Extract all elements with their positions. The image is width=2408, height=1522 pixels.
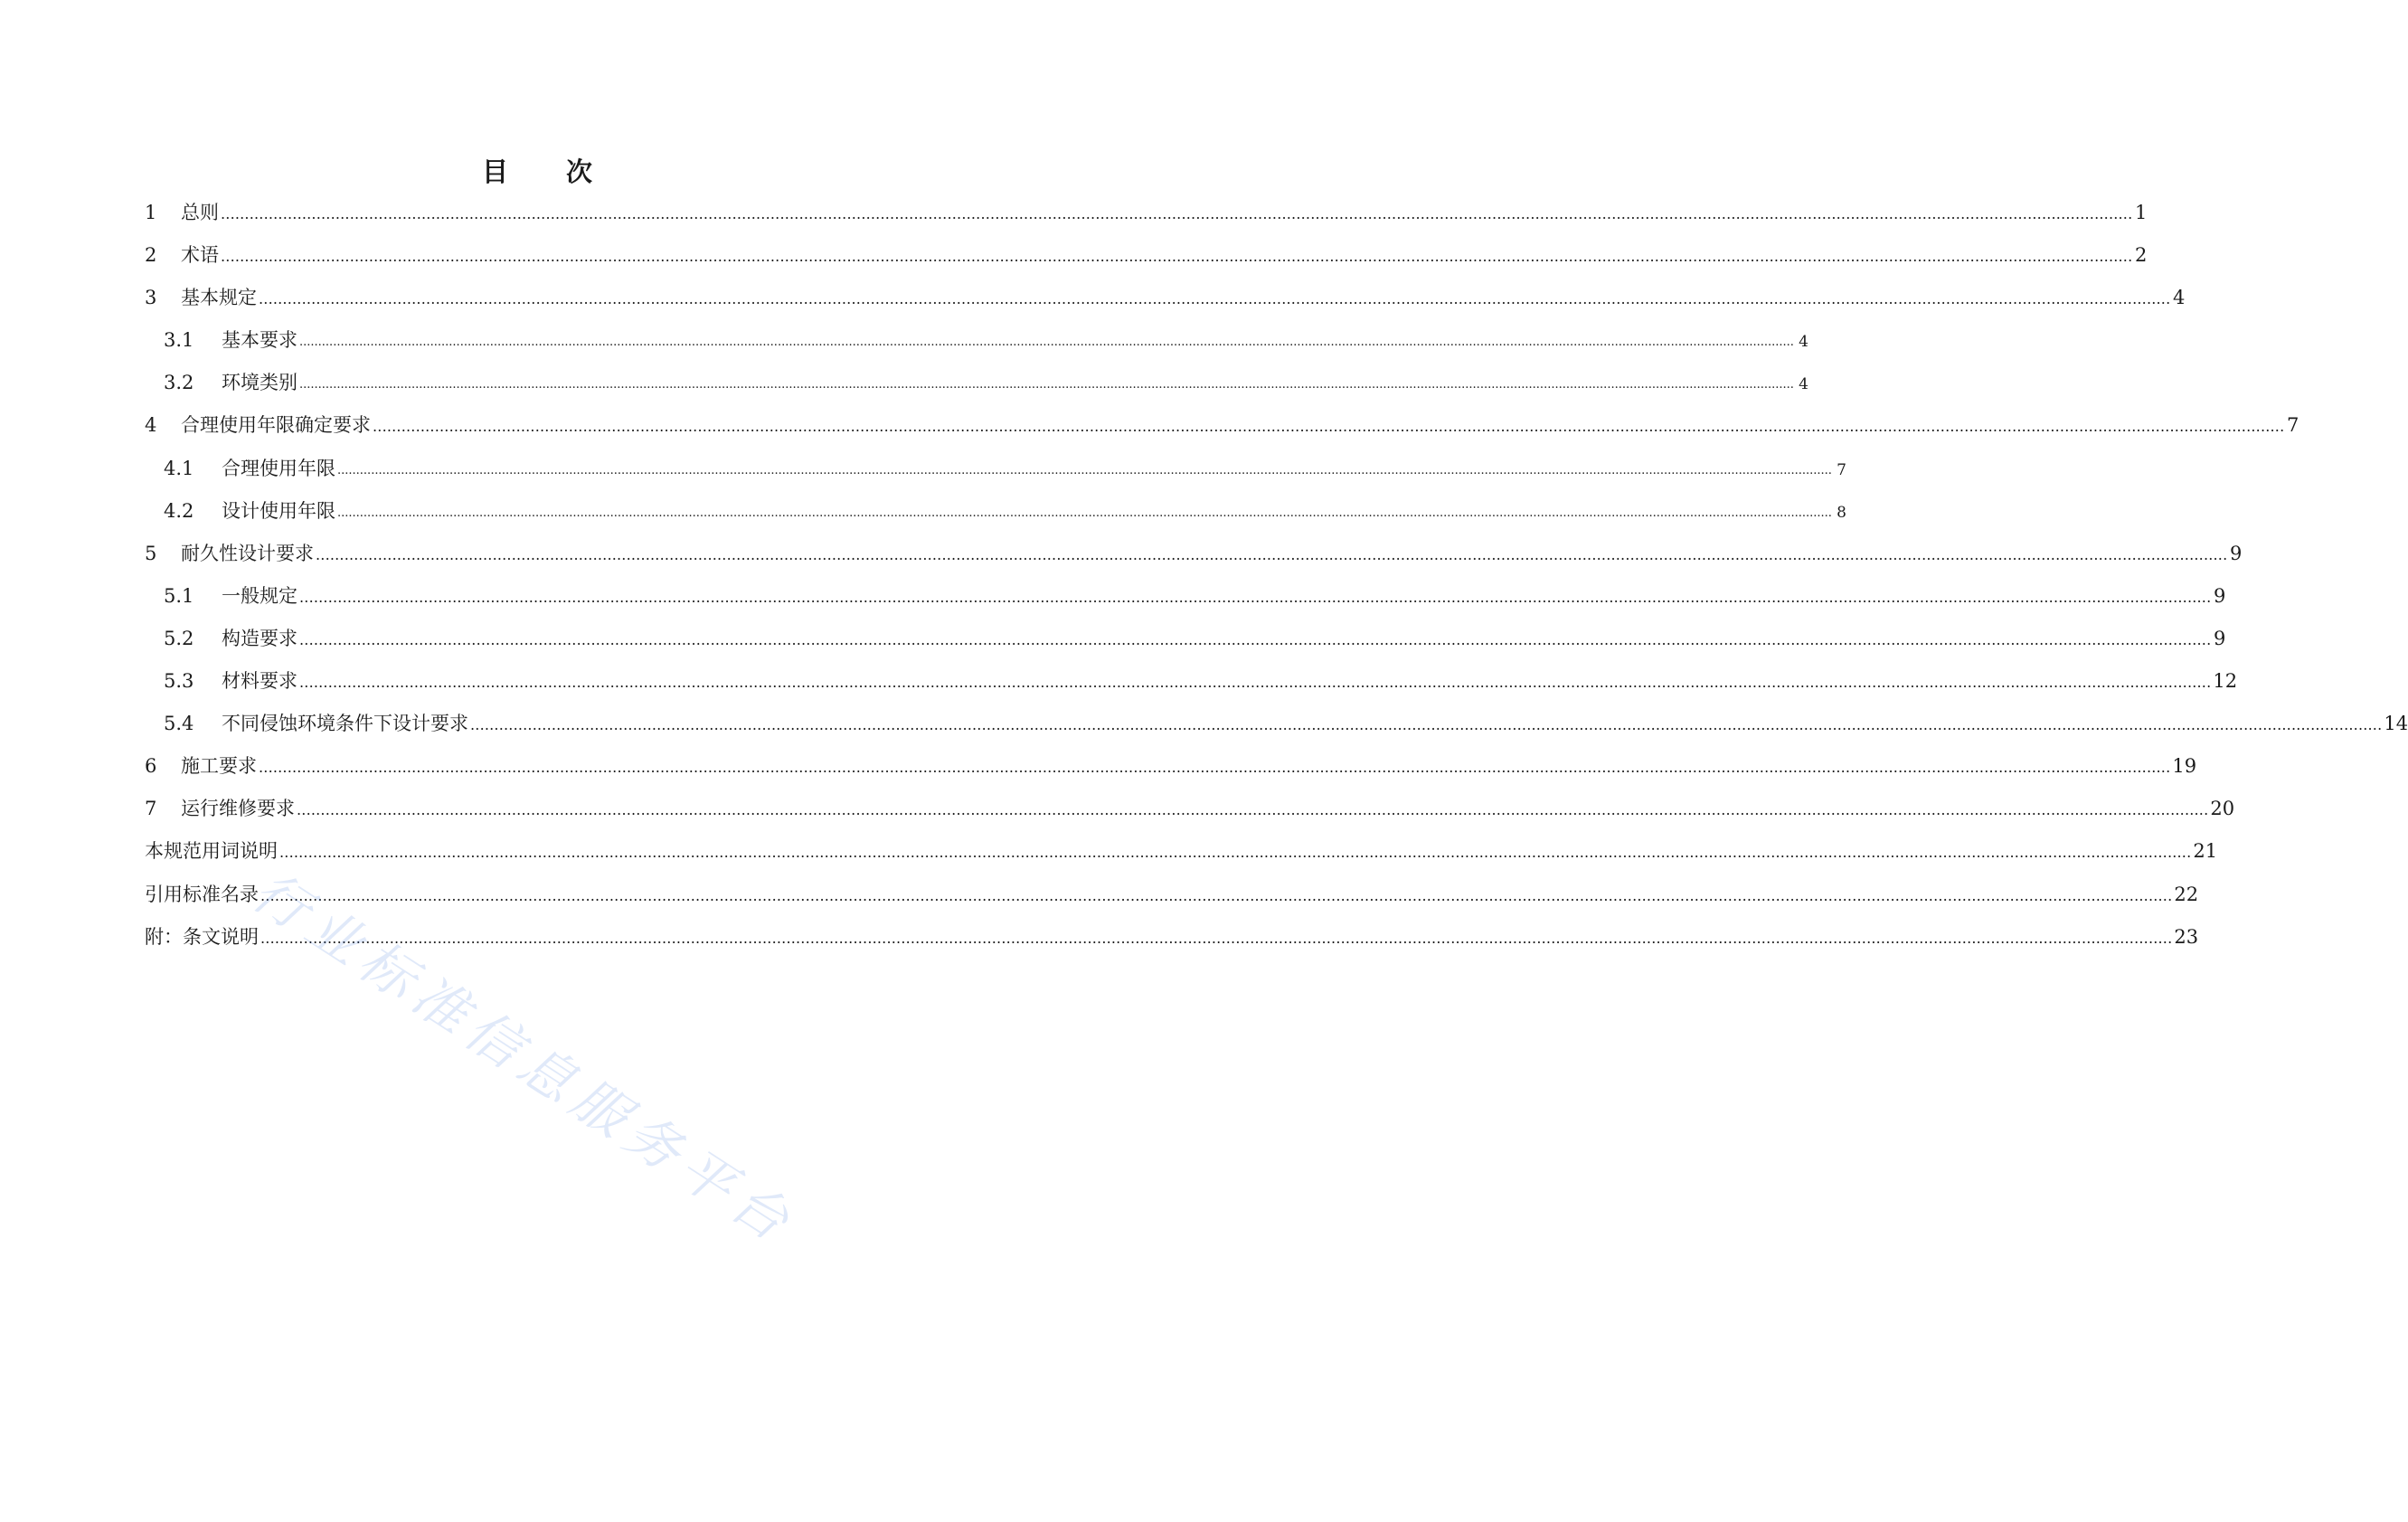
toc-entry-label: 耐久性设计要求 <box>181 542 314 564</box>
dot-leader: ................................................................................................................................................................................................................................................................................................................................................................................................................ <box>373 418 2285 436</box>
toc-entry[interactable] <box>145 754 2197 797</box>
toc-entry-number: 7 <box>145 798 157 820</box>
toc-entry-page: 4 <box>2173 287 2186 309</box>
dot-leader: ................................................................................................................................................................................................................................................................................................................................................................................................................ <box>297 801 2209 819</box>
toc-entry-page: 23 <box>2174 925 2199 948</box>
toc-entry-label: 本规范用词说明 <box>145 840 278 863</box>
toc-entry[interactable] <box>145 243 2148 286</box>
toc-entry[interactable] <box>145 286 2186 328</box>
title-part-2: 次 <box>566 156 595 187</box>
toc-entry-label: 不同侵蚀环境条件下设计要求 <box>222 713 468 735</box>
toc-entry-page: 21 <box>2193 840 2218 863</box>
dot-leader: ................................................................................................................................................................................................................................................................................................................................................................................................................ <box>260 929 2173 947</box>
table-of-contents <box>145 201 2408 968</box>
toc-entry[interactable] <box>145 371 1808 413</box>
toc-entry[interactable] <box>145 499 1846 542</box>
toc-entry-number: 5.1 <box>164 584 194 607</box>
toc-entry-page: 9 <box>2214 627 2226 649</box>
dot-leader: ................................................................................................................................................................................................................................................................................................................................................................................................................ <box>299 378 1794 392</box>
dot-leader: ................................................................................................................................................................................................................................................................................................................................................................................................................ <box>259 290 2171 308</box>
toc-entry-number: 5 <box>145 542 157 564</box>
toc-entry-label: 构造要求 <box>222 627 297 649</box>
toc-entry[interactable] <box>145 413 2299 456</box>
toc-entry[interactable] <box>145 712 2408 754</box>
dot-leader: ................................................................................................................................................................................................................................................................................................................................................................................................................ <box>299 588 2212 606</box>
toc-entry-page: 20 <box>2210 798 2235 820</box>
toc-entry-page: 19 <box>2172 755 2197 778</box>
toc-entry-number: 5.2 <box>164 627 194 649</box>
dot-leader: ................................................................................................................................................................................................................................................................................................................................................................................................................ <box>337 463 1832 477</box>
dot-leader: ................................................................................................................................................................................................................................................................................................................................................................................................................ <box>221 248 2133 266</box>
toc-entry-page: 1 <box>2135 202 2148 223</box>
toc-entry-label: 基本要求 <box>222 329 297 352</box>
dot-leader: ................................................................................................................................................................................................................................................................................................................................................................................................................ <box>260 886 2173 904</box>
toc-entry-label: 基本规定 <box>181 287 257 309</box>
toc-entry[interactable] <box>145 839 2218 882</box>
toc-entry-page: 4 <box>1799 333 1808 352</box>
dot-leader: ................................................................................................................................................................................................................................................................................................................................................................................................................ <box>470 716 2383 734</box>
toc-entry[interactable] <box>145 584 2226 627</box>
toc-entry-number: 5.4 <box>164 713 194 735</box>
toc-entry-page: 8 <box>1837 503 1846 522</box>
toc-entry-page: 2 <box>2135 244 2148 267</box>
toc-entry-page: 12 <box>2213 670 2238 693</box>
toc-entry-number: 3.2 <box>164 372 194 394</box>
toc-entry-number: 4 <box>145 414 157 437</box>
toc-entry-label: 设计使用年限 <box>222 499 335 522</box>
dot-leader: ................................................................................................................................................................................................................................................................................................................................................................................................................ <box>279 844 2192 862</box>
toc-entry-label: 引用标准名录 <box>145 883 259 905</box>
watermark-text: 行业标准信息服务平台 <box>241 859 807 1258</box>
toc-entry[interactable] <box>145 201 2148 243</box>
toc-entry-page: 7 <box>1837 460 1846 479</box>
dot-leader: ................................................................................................................................................................................................................................................................................................................................................................................................................ <box>299 630 2212 648</box>
toc-entry-page: 9 <box>2230 542 2243 564</box>
toc-entry-number: 3 <box>145 287 157 309</box>
toc-entry-label: 施工要求 <box>181 755 257 778</box>
toc-entry-label: 运行维修要求 <box>181 798 295 820</box>
toc-entry-page: 9 <box>2214 584 2226 607</box>
dot-leader: ................................................................................................................................................................................................................................................................................................................................................................................................................ <box>221 205 2133 222</box>
toc-entry[interactable] <box>145 925 2199 968</box>
toc-entry-label: 总则 <box>181 202 219 223</box>
toc-entry-page: 7 <box>2287 414 2299 437</box>
title-part-1: 目 <box>481 156 510 187</box>
toc-entry-page: 22 <box>2174 883 2199 905</box>
toc-entry-label: 合理使用年限 <box>222 457 335 479</box>
dot-leader: ................................................................................................................................................................................................................................................................................................................................................................................................................ <box>316 545 2228 563</box>
toc-entry-label: 环境类别 <box>222 372 297 394</box>
toc-entry[interactable] <box>145 328 1808 371</box>
toc-entry[interactable] <box>145 883 2199 925</box>
toc-entry[interactable] <box>145 669 2238 712</box>
toc-entry-number: 4.2 <box>164 499 194 522</box>
toc-entry-label: 材料要求 <box>222 670 297 693</box>
toc-entry-label: 术语 <box>181 244 219 267</box>
toc-entry-number: 5.3 <box>164 670 194 693</box>
dot-leader: ................................................................................................................................................................................................................................................................................................................................................................................................................ <box>299 674 2212 692</box>
toc-entry-page: 14 <box>2384 713 2408 735</box>
toc-entry-number: 3.1 <box>164 329 194 352</box>
toc-entry-number: 4.1 <box>164 457 194 479</box>
dot-leader: ................................................................................................................................................................................................................................................................................................................................................................................................................ <box>259 759 2171 777</box>
toc-entry[interactable] <box>145 457 1846 499</box>
toc-entry[interactable] <box>145 797 2235 839</box>
toc-entry-number: 6 <box>145 755 157 778</box>
dot-leader: ................................................................................................................................................................................................................................................................................................................................................................................................................ <box>299 336 1794 350</box>
toc-entry[interactable] <box>145 627 2226 669</box>
toc-entry-label: 合理使用年限确定要求 <box>181 414 371 437</box>
toc-entry[interactable] <box>145 542 2243 584</box>
toc-entry-page: 4 <box>1799 375 1808 394</box>
toc-entry-number: 1 <box>145 202 157 223</box>
toc-entry-label: 附：条文说明 <box>145 925 259 948</box>
dot-leader: ................................................................................................................................................................................................................................................................................................................................................................................................................ <box>337 506 1832 520</box>
toc-entry-number: 2 <box>145 244 157 267</box>
page-title <box>0 152 1076 189</box>
toc-entry-label: 一般规定 <box>222 584 297 607</box>
